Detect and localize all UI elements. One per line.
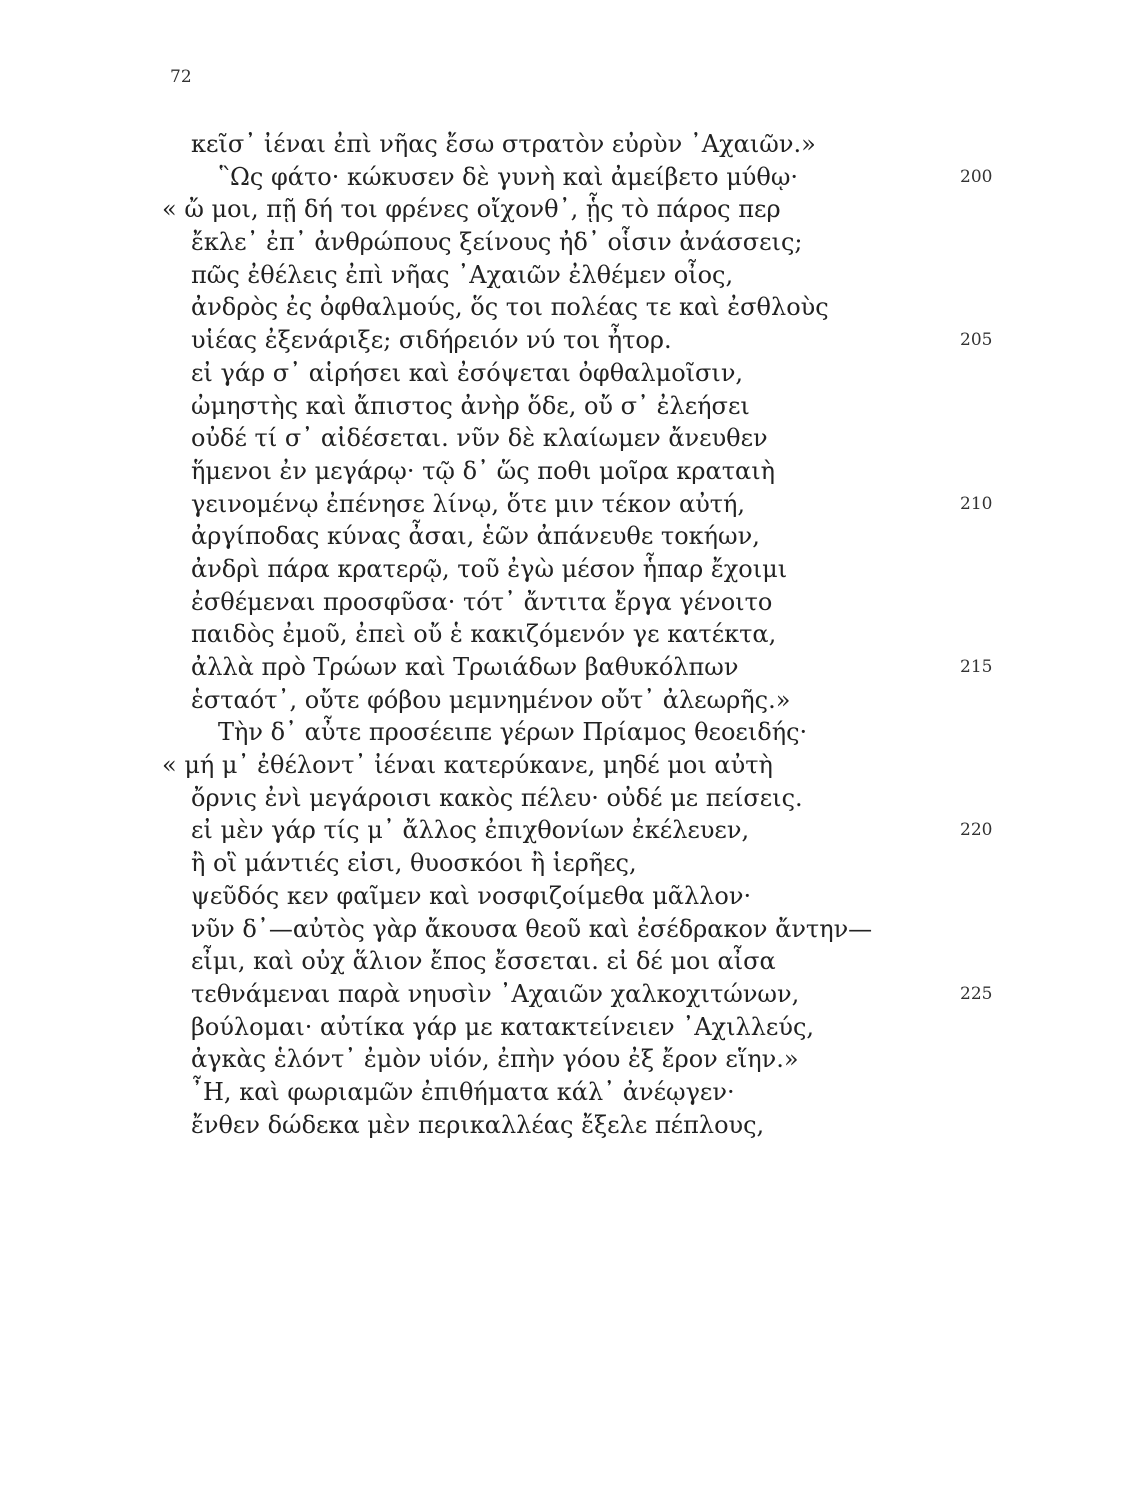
verse-line (0, 390, 1138, 423)
verse-text: βούλομαι· αὐτίκα γάρ με κατακτείνειεν ᾽Αχιλλεύς, (191, 1012, 815, 1041)
line-number: 205 (960, 330, 993, 351)
verse-line (0, 1011, 1138, 1044)
verse-text: ἀνδρὸς ἐς ὀφθαλμούς, ὅς τοι πολέας τε καὶ ἐσθλοὺς (191, 293, 829, 322)
verse-line (0, 913, 1138, 946)
verse-text: ἀγκὰς ἑλόντ᾽ ἐμὸν υἱόν, ἐπὴν γόου ἐξ ἔρον εἵην.» (191, 1045, 799, 1074)
verse-text: « ὤ μοι, πῇ δή τοι φρένες οἴχονθ᾽, ᾗς τὸ πάρος περ (162, 195, 781, 224)
verse-line (0, 684, 1138, 717)
verse-text: ὠμηστὴς καὶ ἄπιστος ἀνὴρ ὅδε, οὔ σ᾽ ἐλεήσει (191, 391, 750, 420)
line-number: 225 (960, 983, 993, 1004)
verse-line (0, 651, 1138, 684)
verse-text: « μή μ᾽ ἐθέλοντ᾽ ἰέναι κατερύκανε, μηδέ μοι αὐτὴ (162, 751, 773, 780)
verse-line (0, 782, 1138, 815)
verse-text: ἀνδρὶ πάρα κρατερῷ, τοῦ ἐγὼ μέσον ἧπαρ ἔχοιμι (191, 554, 788, 583)
verse-line (0, 880, 1138, 913)
verse-line (0, 586, 1138, 619)
verse-text: ὄρνις ἐνὶ μεγάροισι κακὸς πέλευ· οὐδέ με πείσεις. (191, 783, 803, 812)
line-number: 200 (960, 166, 993, 187)
verse-line (0, 749, 1138, 782)
verse-line (0, 814, 1138, 847)
verse-text: ἔνθεν δώδεκα μὲν περικαλλέας ἔξελε πέπλους, (191, 1110, 765, 1139)
verse-line (0, 1109, 1138, 1142)
verse-text: τεθνάμεναι παρὰ νηυσὶν ᾽Αχαιῶν χαλκοχιτώνων, (191, 979, 800, 1008)
verse-line (0, 226, 1138, 259)
verse-line (0, 357, 1138, 390)
verse-line (0, 847, 1138, 880)
verse-line (0, 324, 1138, 357)
verse-line (0, 978, 1138, 1011)
verse-line (0, 1076, 1138, 1109)
verse-text: γεινομένῳ ἐπένησε λίνῳ, ὅτε μιν τέκον αὐτή, (191, 489, 746, 518)
verse-text: ψεῦδός κεν φαῖμεν καὶ νοσφιζοίμεθα μᾶλλον· (191, 881, 752, 910)
line-number: 215 (960, 657, 993, 677)
verse-text: ἥμενοι ἐν μεγάρῳ· τῷ δ᾽ ὥς ποθι μοῖρα κραταιὴ (191, 456, 776, 485)
verse-text: εἰ γάρ σ᾽ αἱρήσει καὶ ἐσόψεται ὀφθαλμοῖσιν, (191, 358, 744, 387)
verse-line (0, 193, 1138, 226)
verse-text: πῶς ἐθέλεις ἐπὶ νῆας ᾽Αχαιῶν ἐλθέμεν οἶος, (191, 260, 734, 289)
verse-text: παιδὸς ἐμοῦ, ἐπεὶ οὔ ἑ κακιζόμενόν γε κατέκτα, (191, 620, 777, 649)
verse-text: ῝Ως φάτο· κώκυσεν δὲ γυνὴ καὶ ἀμείβετο μύθῳ· (218, 162, 799, 191)
verse-line (0, 161, 1138, 194)
verse-line (0, 553, 1138, 586)
verse-line (0, 259, 1138, 292)
verse-line (0, 291, 1138, 324)
verse-text: ἢ οἳ μάντιές εἰσι, θυοσκόοι ἢ ἱερῆες, (191, 849, 637, 878)
line-number: 220 (960, 820, 993, 841)
verse-text: υἱέας ἐξενάριξε; σιδήρειόν νύ τοι ἦτορ. (191, 326, 672, 355)
verse-text: ἐσθέμεναι προσφῦσα· τότ᾽ ἄντιτα ἔργα γένοιτο (191, 587, 773, 616)
verse-line (0, 1043, 1138, 1076)
verse-text: εἰ μὲν γάρ τίς μ᾽ ἄλλος ἐπιχθονίων ἐκέλευεν, (191, 816, 750, 845)
verse-line (0, 945, 1138, 978)
poem-text (0, 128, 1138, 1141)
verse-text: ἀργίποδας κύνας ἆσαι, ἑῶν ἀπάνευθε τοκήων, (191, 522, 760, 551)
verse-text: ἀλλὰ πρὸ Τρώων καὶ Τρωιάδων βαθυκόλπων (191, 653, 739, 681)
verse-line (0, 618, 1138, 651)
verse-text: Τὴν δ᾽ αὖτε προσέειπε γέρων Πρίαμος θεοειδής· (218, 718, 808, 747)
verse-line (0, 488, 1138, 521)
verse-line (0, 128, 1138, 161)
verse-text: εἶμι, καὶ οὐχ ἅλιον ἔπος ἔσσεται. εἰ δέ μοι αἶσα (191, 947, 776, 976)
verse-text: οὐδέ τί σ᾽ αἰδέσεται. νῦν δὲ κλαίωμεν ἄνευθεν (191, 424, 768, 453)
line-number: 210 (960, 493, 993, 514)
verse-text: νῦν δ᾽—αὐτὸς γὰρ ἄκουσα θεοῦ καὶ ἐσέδρακον ἄντην— (191, 914, 873, 943)
verse-text: κεῖσ᾽ ἰέναι ἐπὶ νῆας ἔσω στρατὸν εὐρὺν ᾽Αχαιῶν.» (191, 130, 816, 158)
verse-line (0, 455, 1138, 488)
verse-line (0, 422, 1138, 455)
verse-text: ἑσταότ᾽, οὔτε φόβου μεμνημένον οὔτ᾽ ἀλεωρῆς.» (191, 685, 791, 714)
verse-line (0, 520, 1138, 553)
page-number: 72 (170, 67, 192, 87)
verse-line (0, 716, 1138, 749)
verse-text: ἔκλε᾽ ἐπ᾽ ἀνθρώπους ξείνους ἠδ᾽ οἷσιν ἀνάσσεις; (191, 228, 803, 257)
verse-text: ῏Η, καὶ φωριαμῶν ἐπιθήματα κάλ᾽ ἀνέῳγεν· (191, 1077, 735, 1106)
